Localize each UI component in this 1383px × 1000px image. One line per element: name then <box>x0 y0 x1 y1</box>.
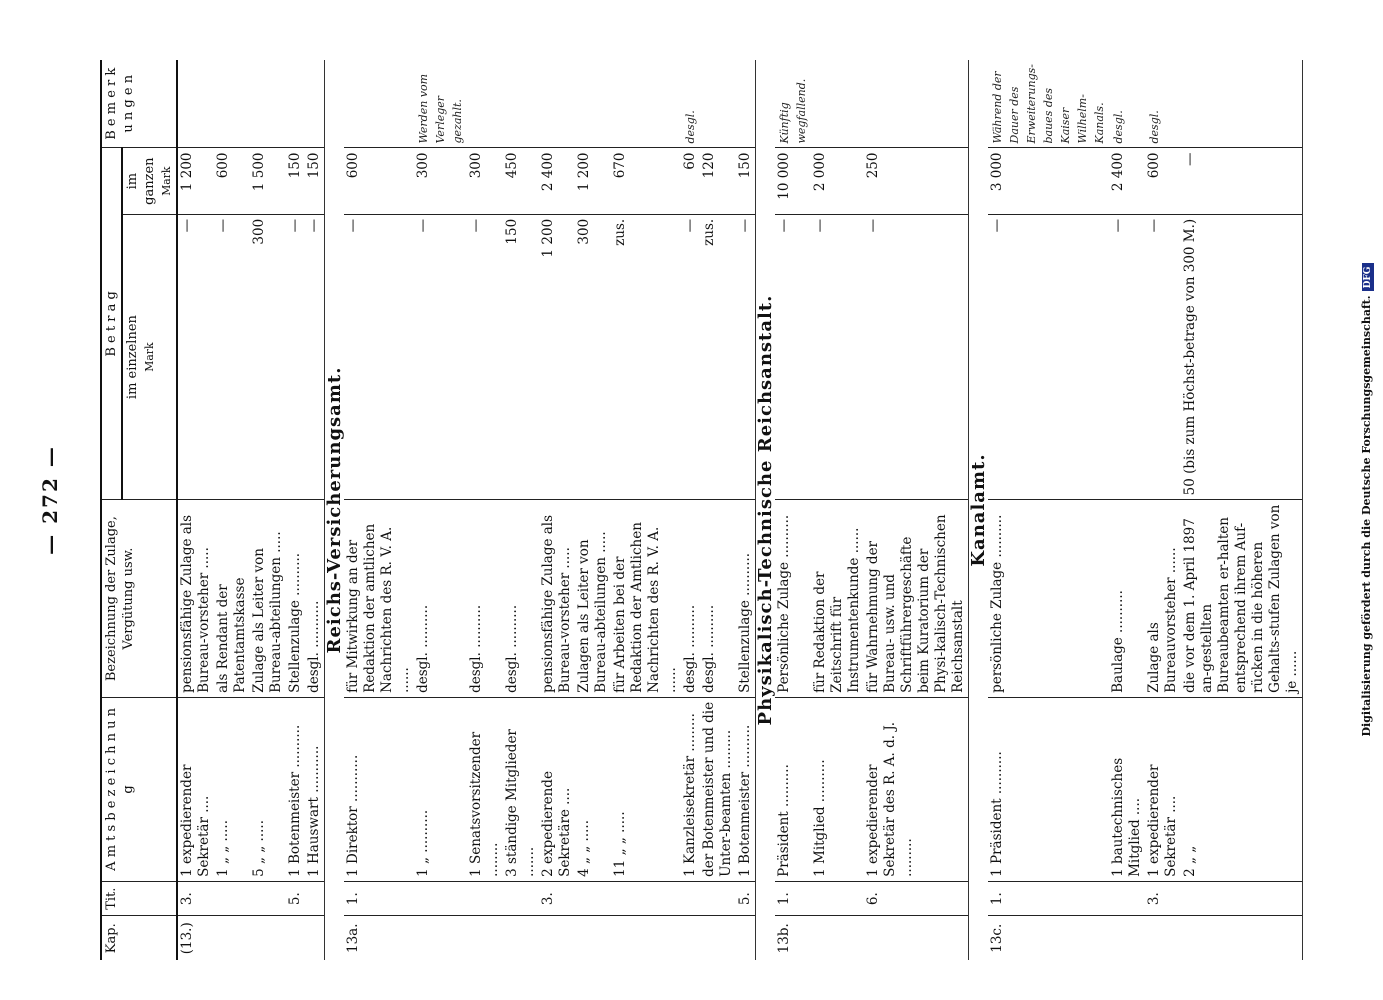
cell-amt: 1 bautechnisches Mitglied .... <box>1109 697 1145 881</box>
cell-bem <box>611 60 681 148</box>
header-betrag: B e t r a g <box>101 148 122 500</box>
cell-amt: 11 „ „ ..... <box>611 697 681 881</box>
table-row <box>681 60 700 960</box>
cell-bez: als Rendant der Patentamtskasse <box>214 500 250 698</box>
cell-ganz: 10 000 <box>775 148 811 214</box>
cell-ganz: 150 <box>305 148 325 214</box>
table-row <box>1109 60 1145 960</box>
cell-bem <box>539 60 575 148</box>
cell-ganz: 3 000 <box>988 148 1109 214</box>
cell-kap <box>214 916 250 960</box>
cell-kap <box>1109 916 1145 960</box>
cell-bez: Zulage als Leiter von Bureau-abteilungen ..... <box>250 500 286 698</box>
cell-tit <box>250 881 286 916</box>
footer-credit: Digitalisierung gefördert durch die Deutsche Forschungsgemeinschaft.DFG <box>1360 0 1374 1000</box>
cell-ganz: 300 <box>467 148 503 214</box>
cell-ganz: 300 <box>414 148 467 214</box>
cell-einz: — <box>988 214 1109 500</box>
cell-kap <box>250 916 286 960</box>
header-ganzen: im ganzen Mark <box>122 148 177 214</box>
cell-kap <box>305 916 325 960</box>
section-heading <box>969 60 989 960</box>
dfg-logo: DFG <box>1362 264 1374 292</box>
cell-bem <box>1181 60 1303 148</box>
cell-amt: 1 Präsident .......... <box>988 697 1109 881</box>
cell-ganz: 450 <box>503 148 539 214</box>
cell-tit <box>575 881 611 916</box>
cell-tit <box>611 881 681 916</box>
section-heading <box>325 60 345 960</box>
cell-kap <box>811 916 864 960</box>
table-row <box>250 60 286 960</box>
header-einzelnen: im einzelnen Mark <box>122 214 177 500</box>
cell-bem <box>467 60 503 148</box>
cell-bez: Zulage als Bureauvorsteher ...... <box>1145 500 1181 698</box>
table-row <box>864 60 969 960</box>
cell-tit <box>700 881 736 916</box>
cell-bem <box>344 60 414 148</box>
cell-einz: — <box>775 214 811 500</box>
cell-bez: desgl. .......... <box>700 500 736 698</box>
header-bez: Bezeichnung der Zulage, Vergütung usw. <box>101 500 177 698</box>
cell-bem <box>736 60 756 148</box>
cell-amt: 3 ständige Mitglieder ....... <box>503 697 539 881</box>
cell-kap: 13c. <box>988 916 1109 960</box>
cell-amt: 5 „ „ ..... <box>250 697 286 881</box>
cell-tit <box>467 881 503 916</box>
cell-kap <box>736 916 756 960</box>
cell-bem <box>864 60 969 148</box>
cell-bem: Während der Dauer des Erweiterungs-baues des Kaiser Wilhelm-Kanals. <box>991 64 1106 144</box>
cell-kap <box>503 916 539 960</box>
cell-bez: desgl. .......... <box>414 500 467 698</box>
table-row <box>775 60 811 960</box>
table-row <box>575 60 611 960</box>
cell-ganz: 250 <box>864 148 969 214</box>
cell-einz: — <box>177 214 214 500</box>
cell-ganz: 1 200 <box>177 148 214 214</box>
cell-bem: desgl. <box>1112 110 1125 144</box>
cell-bez: für Wahrnehmung der Bureau- usw. und Schriftführergeschäfte beim Kuratorium der Physi-kalisch-Technischen Reichsanstalt <box>864 500 969 698</box>
cell-amt: 1 Hauswart ........... <box>305 697 325 881</box>
cell-ganz: 600 <box>214 148 250 214</box>
table-row <box>811 60 864 960</box>
table-row <box>344 60 414 960</box>
section-title: Physikalisch-Technische Reichsanstalt. <box>755 294 776 726</box>
table-body <box>177 60 1303 960</box>
cell-bem <box>250 60 286 148</box>
cell-einz: zus. <box>700 214 736 500</box>
cell-kap <box>467 916 503 960</box>
cell-amt: 1 expedierender Sekretär .... <box>177 697 214 881</box>
cell-bez: für Redaktion der Zeitschrift für Instrumentenkunde ...... <box>811 500 864 698</box>
cell-tit <box>681 881 700 916</box>
cell-tit: 3. <box>177 881 214 916</box>
cell-einz: — <box>414 214 467 500</box>
cell-tit <box>811 881 864 916</box>
cell-tit <box>414 881 467 916</box>
allowance-table <box>100 60 1303 960</box>
cell-einz: zus. <box>611 214 681 500</box>
cell-bez: Stellenzulage .......... <box>736 500 756 698</box>
cell-bez: Stellenzulage .......... <box>286 500 305 698</box>
cell-bem: Künftig wegfallend. <box>778 78 808 144</box>
cell-tit <box>503 881 539 916</box>
cell-tit: 1. <box>988 881 1109 916</box>
cell-bez: Persönliche Zulage .......... <box>775 500 811 698</box>
cell-bez: desgl. .......... <box>681 500 700 698</box>
cell-tit: 1. <box>775 881 811 916</box>
page-number: — 272 — <box>38 445 62 555</box>
cell-tit <box>1109 881 1145 916</box>
cell-bez: Baulage .......... <box>1109 500 1145 698</box>
cell-einz: 50 (bis zum Höchst-betrage von 300 M.) <box>1181 214 1303 500</box>
cell-bem <box>305 60 325 148</box>
cell-amt: 1 expedierender Sekretär des R. A. d. J. ......... <box>864 697 969 881</box>
section-title: Reichs-Versicherungsamt. <box>324 366 345 654</box>
table-row <box>503 60 539 960</box>
cell-einz: — <box>305 214 325 500</box>
cell-ganz: 600 <box>344 148 414 214</box>
cell-einz: — <box>344 214 414 500</box>
cell-ganz: 2 400 <box>1109 148 1145 214</box>
cell-bem: desgl. <box>684 110 697 144</box>
table-row <box>305 60 325 960</box>
cell-kap: (13.) <box>177 916 214 960</box>
cell-einz: 300 <box>250 214 286 500</box>
cell-bem <box>700 60 736 148</box>
header-kap: Kap. <box>101 916 177 960</box>
table-row <box>700 60 736 960</box>
cell-amt: 1 Senatsvorsitzender ........ <box>467 697 503 881</box>
table-row <box>1181 60 1303 960</box>
cell-einz: — <box>811 214 864 500</box>
cell-bez: die vor dem 1. April 1897 an-gestellten Bureaubeamten er-halten entsprechend ihrem Auf-rücken in die höheren Gehalts-stufen Zulagen von je ...... <box>1181 500 1303 698</box>
cell-kap <box>700 916 736 960</box>
cell-tit: 3. <box>539 881 575 916</box>
cell-kap <box>414 916 467 960</box>
header-tit: Tit. <box>101 881 177 916</box>
table-row <box>286 60 305 960</box>
cell-bem <box>214 60 250 148</box>
table-row <box>214 60 250 960</box>
table-row <box>467 60 503 960</box>
cell-bez: Zulagen als Leiter von Bureau-abteilungen ..... <box>575 500 611 698</box>
cell-kap <box>539 916 575 960</box>
cell-ganz: 670 <box>611 148 681 214</box>
cell-bez: pensionsfähige Zulage als Bureau-vorsteher ..... <box>539 500 575 698</box>
cell-ganz: 150 <box>736 148 756 214</box>
section-heading <box>756 60 776 960</box>
cell-tit: 1. <box>344 881 414 916</box>
cell-tit <box>1181 881 1303 916</box>
cell-bez: desgl. .......... <box>467 500 503 698</box>
cell-tit <box>305 881 325 916</box>
cell-amt: 1 Mitglied .......... <box>811 697 864 881</box>
cell-kap <box>864 916 969 960</box>
cell-tit: 5. <box>286 881 305 916</box>
cell-bem: desgl. <box>1148 110 1161 144</box>
cell-bez: desgl. .......... <box>503 500 539 698</box>
table-row <box>988 60 1109 960</box>
table-row <box>414 60 467 960</box>
cell-ganz: 120 <box>700 148 736 214</box>
cell-bem <box>286 60 305 148</box>
table-row <box>1145 60 1181 960</box>
header-amt: A m t s b e z e i c h n u n g <box>101 697 177 881</box>
cell-amt: 4 „ „ ..... <box>575 697 611 881</box>
cell-einz: — <box>1109 214 1145 500</box>
cell-einz: — <box>214 214 250 500</box>
cell-amt: 1 Botenmeister .......... <box>736 697 756 881</box>
cell-kap <box>1145 916 1181 960</box>
cell-kap <box>286 916 305 960</box>
cell-einz: 1 200 <box>539 214 575 500</box>
cell-bez: für Mitwirkung an der Redaktion der amtlichen Nachrichten des R. V. A. ...... <box>344 500 414 698</box>
cell-einz: — <box>286 214 305 500</box>
cell-bez: für Arbeiten bei der Redaktion der Amtlichen Nachrichten des R. V. A. ...... <box>611 500 681 698</box>
cell-bez: desgl. ........... <box>305 500 325 698</box>
cell-ganz: 1 200 <box>575 148 611 214</box>
cell-bez: persönliche Zulage .......... <box>988 500 1109 698</box>
cell-amt: Präsident .......... <box>775 697 811 881</box>
cell-tit: 5. <box>736 881 756 916</box>
cell-ganz: 150 <box>286 148 305 214</box>
cell-einz: 150 <box>503 214 539 500</box>
cell-kap <box>681 916 700 960</box>
cell-amt: 1 Botenmeister .......... <box>286 697 305 881</box>
cell-einz: — <box>864 214 969 500</box>
cell-amt: 1 „ „ ..... <box>214 697 250 881</box>
cell-amt: der Botenmeister und die Unter-beamten ......... <box>700 697 736 881</box>
cell-bem <box>503 60 539 148</box>
table-row <box>539 60 575 960</box>
cell-kap <box>575 916 611 960</box>
cell-einz: — <box>736 214 756 500</box>
cell-amt: 2 „ „ <box>1181 697 1303 881</box>
cell-ganz: — <box>1181 148 1303 214</box>
table-row <box>611 60 681 960</box>
cell-kap: 13a. <box>344 916 414 960</box>
cell-amt: 1 Kanzleisekretär ......... <box>681 697 700 881</box>
cell-ganz: 60 <box>681 148 700 214</box>
cell-einz: 300 <box>575 214 611 500</box>
cell-ganz: 2 000 <box>811 148 864 214</box>
cell-bem <box>575 60 611 148</box>
cell-einz: — <box>681 214 700 500</box>
table-row <box>736 60 756 960</box>
cell-tit: 3. <box>1145 881 1181 916</box>
cell-bem: Werden vom Verleger gezahlt. <box>417 73 464 144</box>
cell-bem <box>177 60 214 148</box>
table-row <box>177 60 214 960</box>
cell-ganz: 1 500 <box>250 148 286 214</box>
cell-amt: 2 expedierende Sekretäre .... <box>539 697 575 881</box>
cell-ganz: 2 400 <box>539 148 575 214</box>
cell-kap <box>1181 916 1303 960</box>
cell-tit <box>214 881 250 916</box>
cell-amt: 1 „ .......... <box>414 697 467 881</box>
section-title: Kanalamt. <box>968 453 989 567</box>
cell-amt: 1 Direktor ........... <box>344 697 414 881</box>
cell-einz: — <box>467 214 503 500</box>
cell-tit: 6. <box>864 881 969 916</box>
cell-bem <box>811 60 864 148</box>
cell-kap <box>611 916 681 960</box>
cell-amt: 1 expedierender Sekretär .... <box>1145 697 1181 881</box>
cell-kap: 13b. <box>775 916 811 960</box>
cell-ganz: 600 <box>1145 148 1181 214</box>
cell-einz: — <box>1145 214 1181 500</box>
header-bem: B e m e r k u n g e n <box>101 60 177 148</box>
cell-bez: pensionsfähige Zulage als Bureau-vorsteher ..... <box>177 500 214 698</box>
